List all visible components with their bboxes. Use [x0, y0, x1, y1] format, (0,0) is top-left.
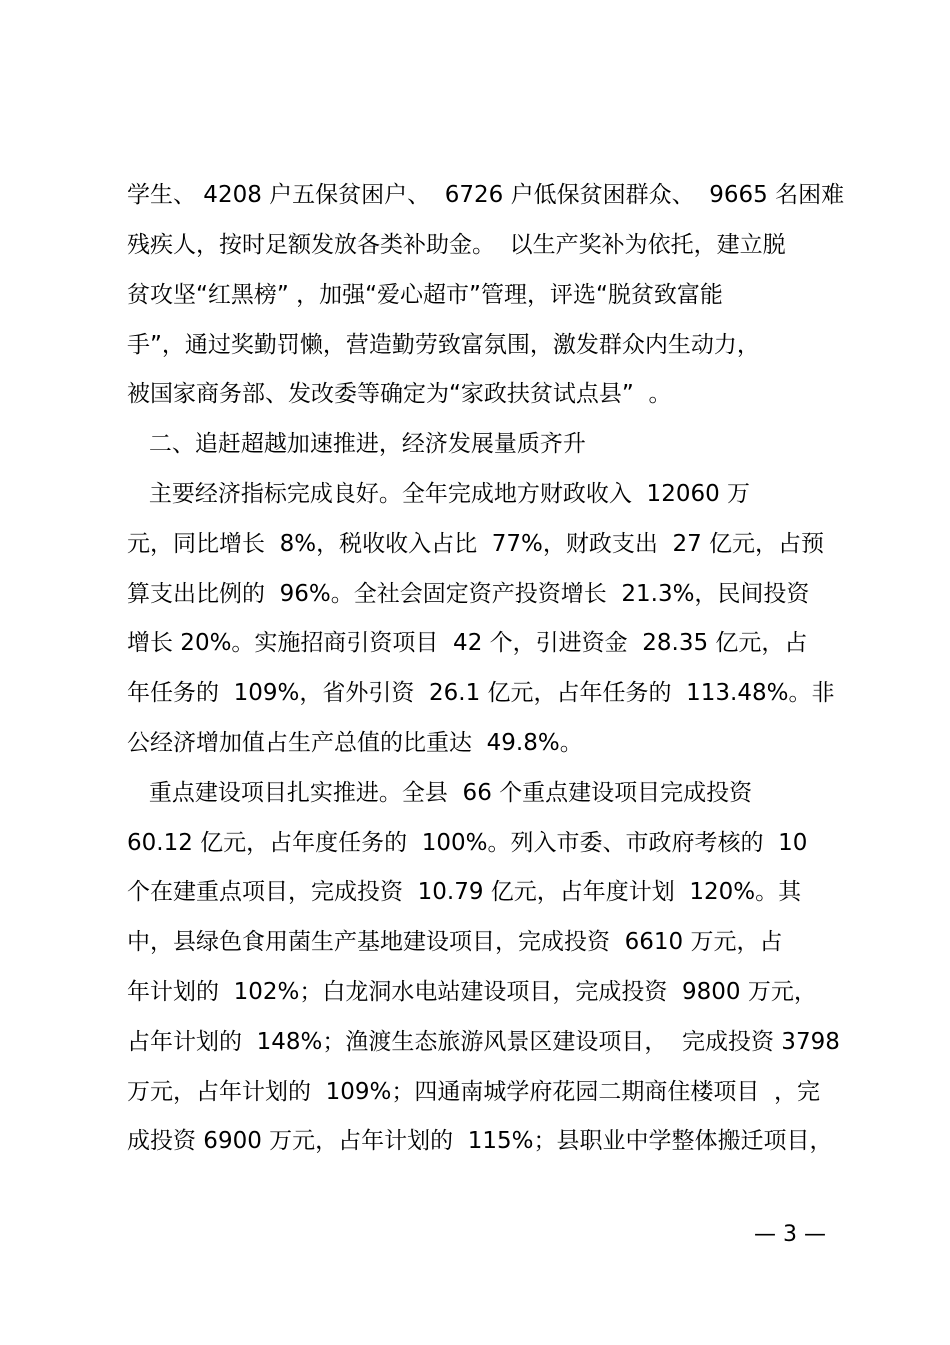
body-line-14: 60.12 亿元，占年度任务的 100%。列入市委、市政府考核的 10 — [127, 830, 808, 856]
body-line-2: 残疾人，按时足额发放各类补助金。 以生产奖补为依托，建立脱 — [127, 232, 786, 258]
body-line-12: 公经济增加值占生产总值的比重达 49.8%。 — [127, 730, 583, 756]
section-heading: 二、追赶超越加速推进，经济发展量质齐升 — [127, 431, 586, 457]
body-line-3: 贫攻坚“红黑榜” ，加强“爱心超市”管理，评选“脱贫致富能 — [127, 282, 723, 308]
body-line-8: 元，同比增长 8%，税收收入占比 77%，财政支出 27 亿元，占预 — [127, 531, 825, 557]
body-line-9: 算支出比例的 96%。全社会固定资产投资增长 21.3%，民间投资 — [127, 581, 810, 607]
body-line-18: 占年计划的 148%；渔渡生态旅游风景区建设项目， 完成投资 3798 — [127, 1029, 840, 1055]
body-line-13: 重点建设项目扎实推进。全县 66 个重点建设项目完成投资 — [127, 780, 753, 806]
page-number: — 3 — — [754, 1222, 826, 1247]
body-line-17: 年计划的 102%；白龙洞水电站建设项目，完成投资 9800 万元， — [127, 979, 817, 1005]
body-line-10: 增长 20%。实施招商引资项目 42 个，引进资金 28.35 亿元，占 — [127, 630, 808, 656]
body-line-20: 成投资 6900 万元，占年计划的 115%；县职业中学整体搬迁项目， — [127, 1128, 833, 1154]
body-line-11: 年任务的 109%，省外引资 26.1 亿元，占年任务的 113.48%。非 — [127, 680, 835, 706]
body-line-7: 主要经济指标完成良好。全年完成地方财政收入 12060 万 — [127, 481, 751, 507]
body-line-16: 中，县绿色食用菌生产基地建设项目，完成投资 6610 万元，占 — [127, 929, 783, 955]
body-line-5: 被国家商务部、发改委等确定为“家政扶贫试点县” 。 — [127, 381, 672, 407]
body-line-19: 万元，占年计划的 109%；四通南城学府花园二期商住楼项目 ，完 — [127, 1079, 820, 1105]
body-line-1: 学生、 4208 户五保贫困户、 6726 户低保贫困群众、 9665 名困难 — [127, 182, 845, 208]
body-line-4: 手”，通过奖勤罚懒，营造勤劳致富氛围，激发群众内生动力， — [127, 332, 760, 358]
body-line-15: 个在建重点项目，完成投资 10.79 亿元，占年度计划 120%。其 — [127, 879, 802, 905]
